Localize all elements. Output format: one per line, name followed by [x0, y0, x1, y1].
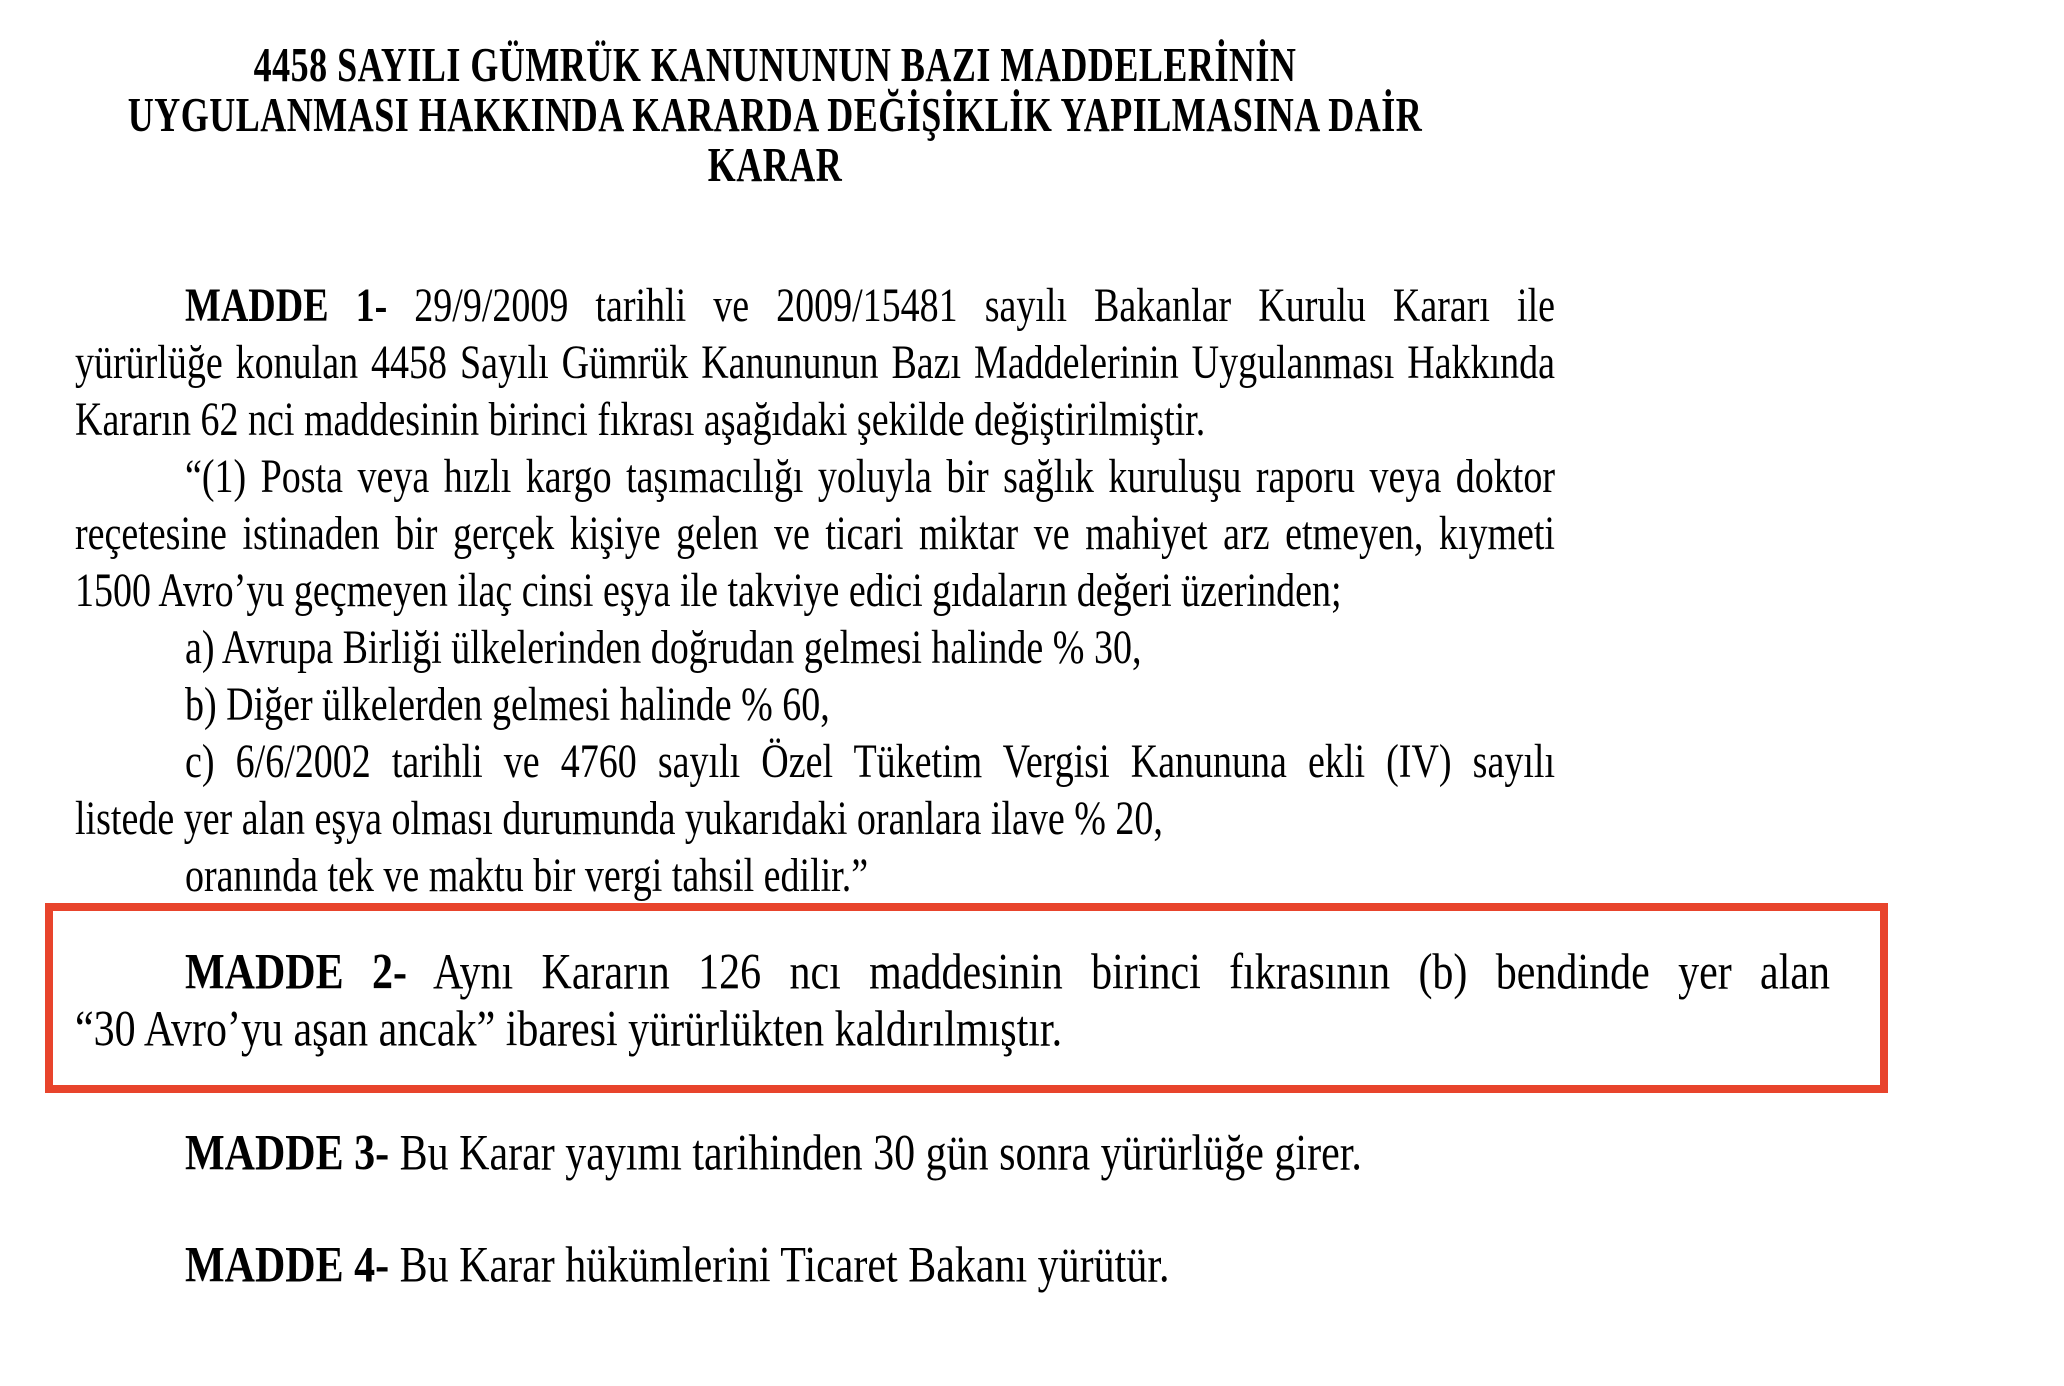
- line-text: Bu Karar hükümlerini Ticaret Bakanı yürütür.: [389, 1238, 1170, 1294]
- article-madde-4: [75, 1238, 2064, 1295]
- list-item-b: b) Diğer ülkelerden gelmesi halinde % 60,: [185, 678, 830, 732]
- text-line: reçetesine istinaden bir gerçek kişiye gelen ve ticari miktar ve mahiyet arz etmeyen, kıymeti: [75, 507, 1555, 561]
- text-line: [75, 1120, 1555, 1188]
- document-title: [70, 40, 1480, 190]
- text-line: yürürlüğe konulan 4458 Sayılı Gümrük Kanununun Bazı Maddelerinin Uygulanması Hakkında: [75, 336, 1555, 390]
- text-line: 1500 Avro’yu geçmeyen ilaç cinsi eşya ile takviye edici gıdaların değeri üzerinden;: [75, 564, 1342, 618]
- line-text: Aynı Kararın 126 ncı maddesinin birinci fıkrasının (b) bendinde yer alan: [407, 945, 1831, 1001]
- title-line: 4458 SAYILI GÜMRÜK KANUNUNUN BAZI MADDELERİNİN: [253, 38, 1297, 92]
- list-item-a: a) Avrupa Birliği ülkelerinden doğrudan gelmesi halinde % 30,: [185, 621, 1142, 675]
- text-line: “(1) Posta veya hızlı kargo taşımacılığı yoluyla bir sağlık kuruluşu raporu veya doktor: [185, 450, 1555, 504]
- text-line: Kararın 62 nci maddesinin birinci fıkrası aşağıdaki şekilde değiştirilmiştir.: [75, 393, 1206, 447]
- text-line: [75, 1232, 1555, 1300]
- article-madde-1: [75, 278, 2064, 905]
- article-label: MADDE 4-: [185, 1238, 390, 1294]
- title-line: KARAR: [707, 138, 843, 192]
- text-line: oranında tek ve maktu bir vergi tahsil edilir.”: [185, 849, 869, 903]
- document-body: [0, 278, 2064, 1295]
- highlight-box-madde-2: [45, 903, 1888, 1093]
- text-line: listede yer alan eşya olması durumunda yukarıdaki oranlara ilave % 20,: [75, 792, 1163, 846]
- article-label: MADDE 2-: [185, 945, 407, 1001]
- article-label: MADDE 1-: [185, 279, 388, 333]
- list-item-c: c) 6/6/2002 tarihli ve 4760 sayılı Özel Tüketim Vergisi Kanununa ekli (IV) sayılı: [185, 735, 1555, 789]
- line-text: Bu Karar yayımı tarihinden 30 gün sonra yürürlüğe girer.: [389, 1126, 1362, 1182]
- title-line: UYGULANMASI HAKKINDA KARARDA DEĞİŞİKLİK YAPILMASINA DAİR: [127, 88, 1423, 142]
- article-madde-3: [75, 1126, 2064, 1183]
- text-line: “30 Avro’yu aşan ancak” ibaresi yürürlükten kaldırılmıştır.: [75, 1002, 1063, 1058]
- article-label: MADDE 3-: [185, 1126, 390, 1182]
- line-text: 29/9/2009 tarihli ve 2009/15481 sayılı Bakanlar Kurulu Kararı ile: [387, 279, 1555, 333]
